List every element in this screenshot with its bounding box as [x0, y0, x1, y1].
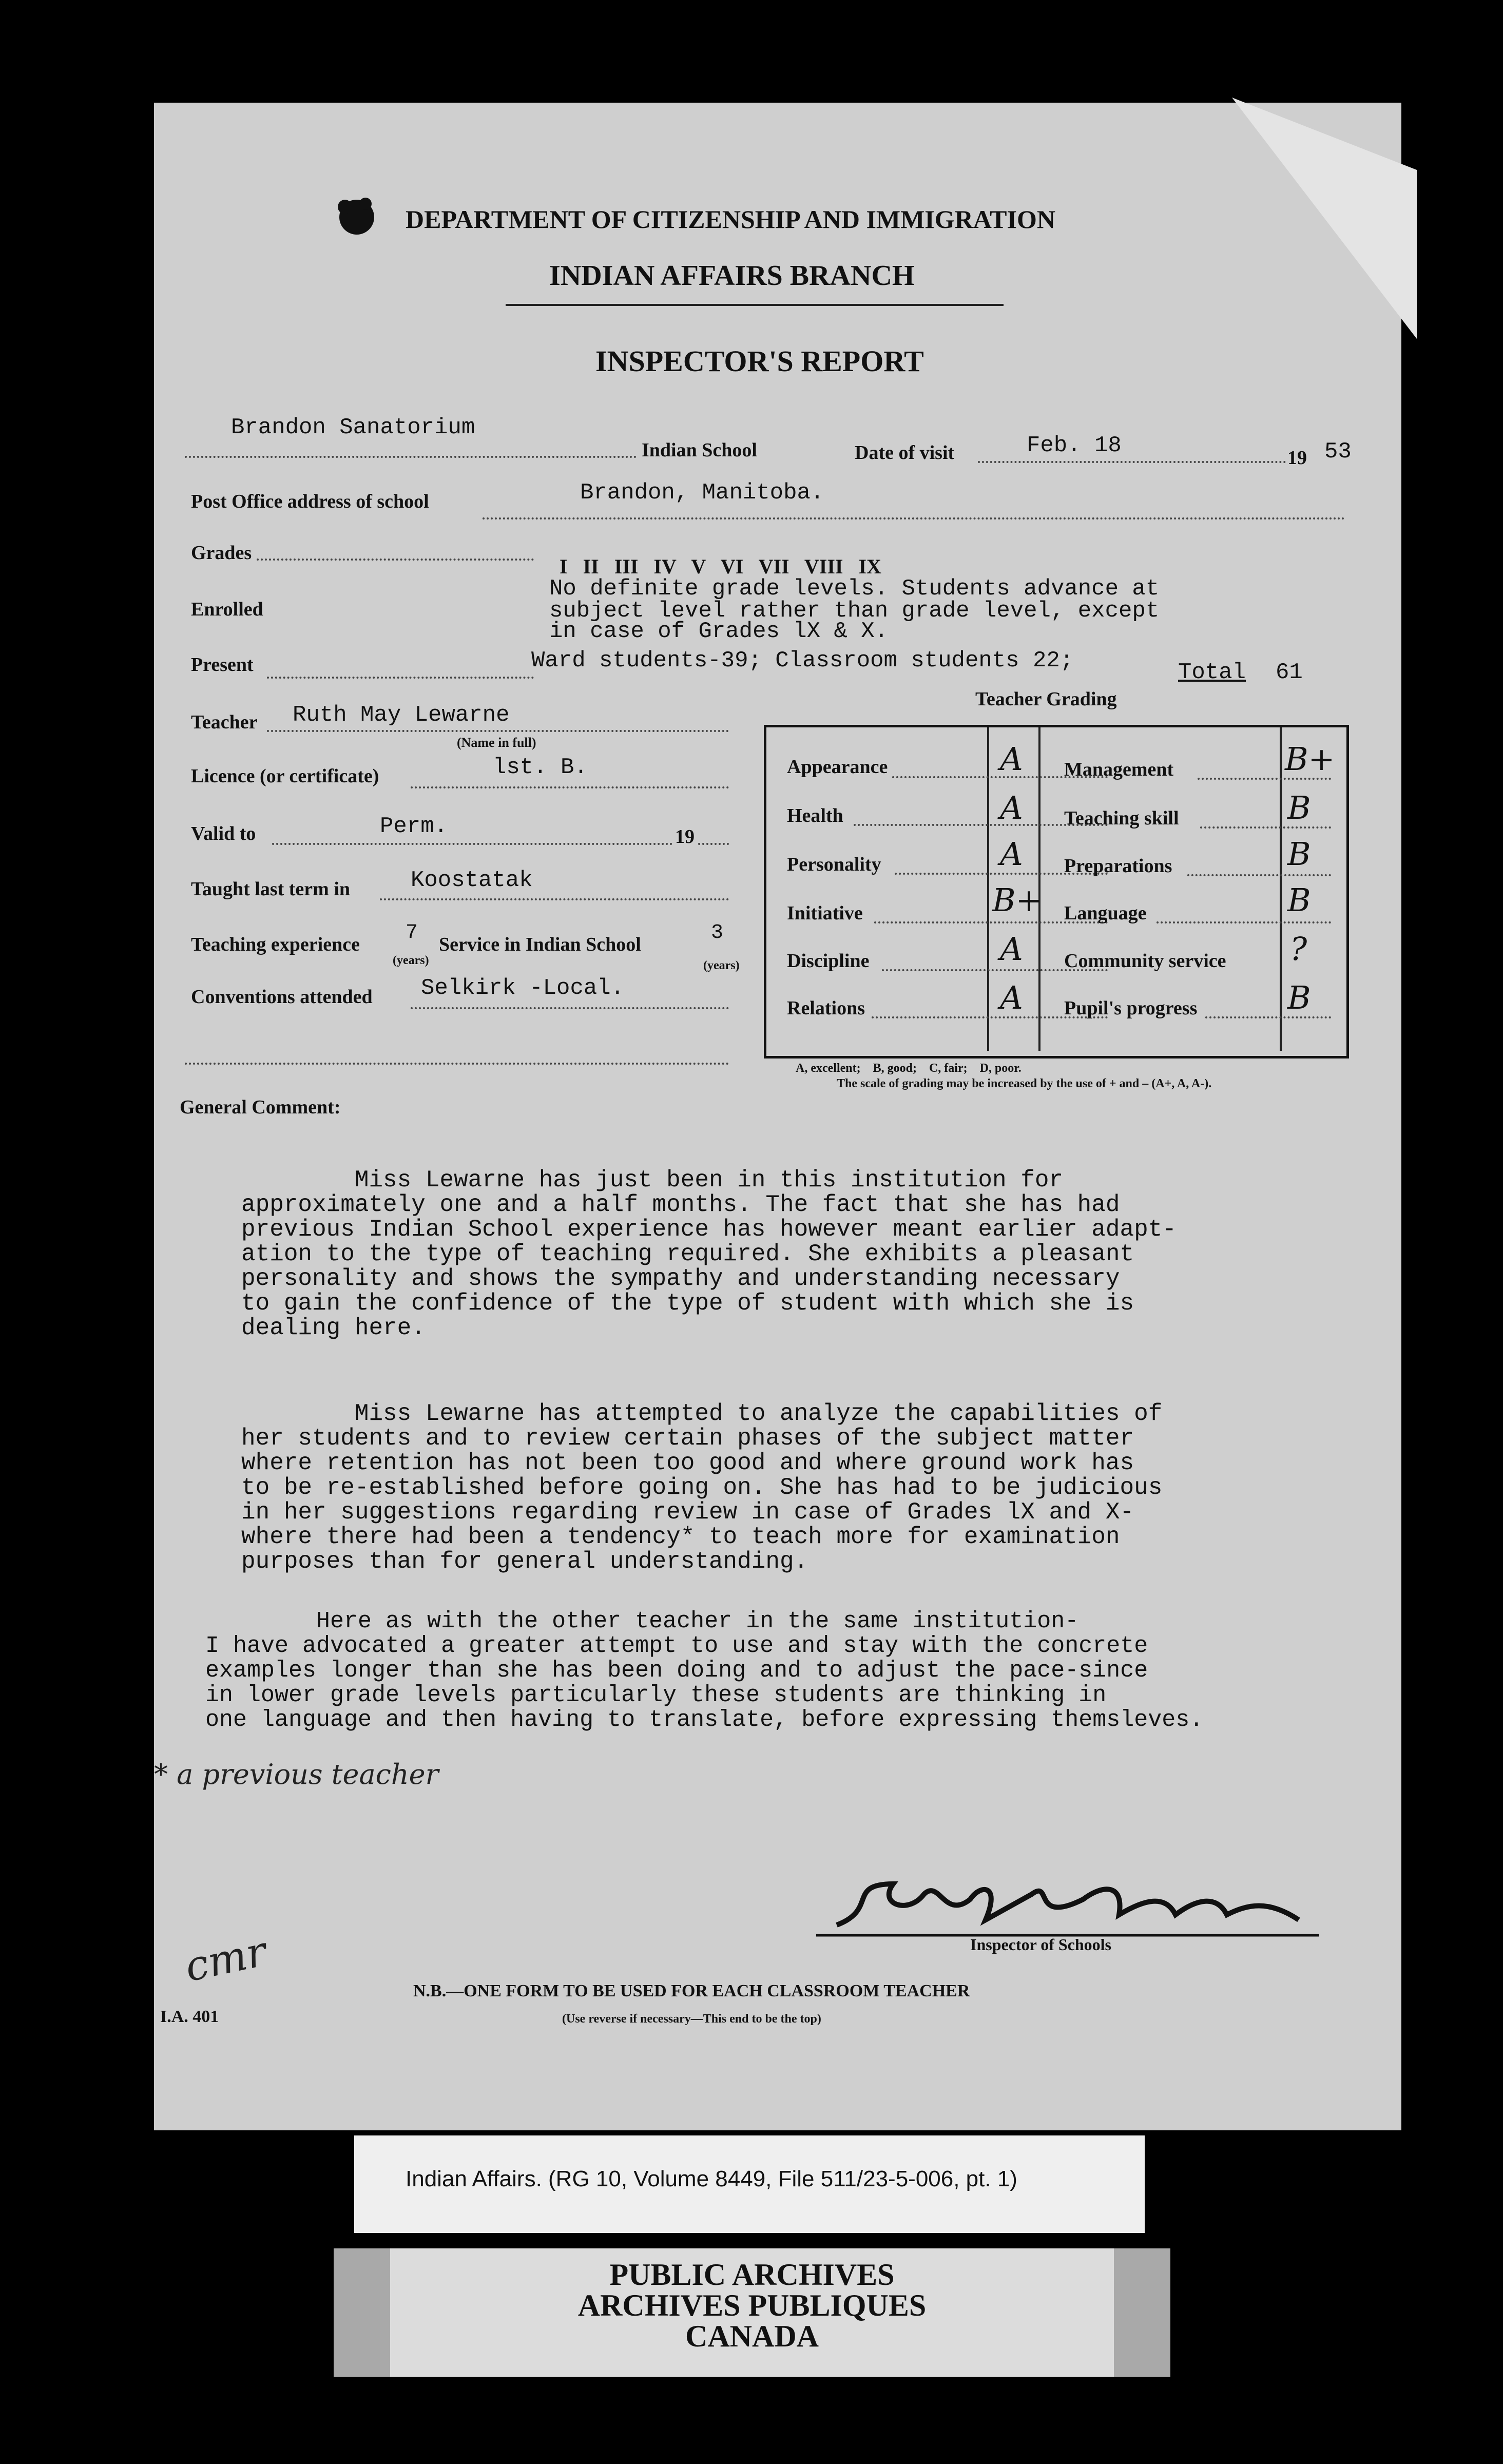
report-form [154, 103, 1401, 2130]
taught-last-label: Taught last term in [191, 878, 351, 900]
reverse-note: (Use reverse if necessary—This end to be the top) [562, 2012, 821, 2026]
form-id: I.A. 401 [160, 2007, 219, 2026]
margin-note: cmr [181, 1927, 271, 1991]
extra-line [185, 1063, 729, 1065]
nb-instruction: N.B.—ONE FORM TO BE USED FOR EACH CLASSROOM TEACHER [413, 1981, 970, 2000]
teacher-grading-table [764, 725, 1349, 1058]
conventions-value: Selkirk -Local. [421, 975, 625, 1001]
enrolled-label: Enrolled [191, 599, 263, 620]
grade-dots [1187, 874, 1331, 876]
comment-paragraph-1: Miss Lewarne has just been in this institution for approximately one and a half months. The fact that she has had previous Indian School experience has however meant earlier adapt- ation to the type of teaching required. She exhibits a pleasant personality and shows the sympathy and understanding necessary to gain the confidence of the type of student with which she is dealing here. [241, 1167, 1177, 1341]
grade-label-teaching-skill: Teaching skill [1064, 807, 1179, 829]
teacher-label: Teacher [191, 711, 258, 733]
grade-value-community-service: ? [1290, 930, 1307, 968]
grade-dots [1157, 921, 1331, 923]
grades-note-1: No definite grade levels. Students advance at [549, 576, 1160, 602]
experience-years-note: (years) [393, 954, 429, 967]
conventions-line [411, 1007, 729, 1009]
school-name-line [185, 456, 637, 458]
school-name: Brandon Sanatorium [231, 415, 475, 440]
grade-dots [1198, 778, 1331, 780]
grade-value-personality: A [1000, 835, 1023, 873]
total-label: Total [1178, 660, 1246, 685]
valid-to-value: Perm. [380, 814, 448, 839]
date-of-visit-label: Date of visit [855, 442, 955, 464]
teacher-line [267, 730, 729, 732]
grade-col-sep-3 [1280, 727, 1282, 1051]
grade-label-pupils-progress: Pupil's progress [1064, 997, 1198, 1019]
stamp-line-2: ARCHIVES PUBLIQUES [577, 2288, 927, 2322]
roman-grades: I II III IV V VI VII VIII IX [560, 555, 881, 578]
teacher-name: Ruth May Lewarne [293, 702, 510, 728]
grades-line [257, 559, 534, 561]
taught-last-value: Koostatak [411, 868, 533, 893]
valid-year-prefix: 19 [675, 826, 695, 848]
grade-value-preparations: B [1287, 835, 1311, 873]
grade-label-community-service: Community service [1064, 950, 1226, 972]
inspector-of-schools-label: Inspector of Schools [970, 1935, 1111, 1954]
licence-label: Licence (or certificate) [191, 765, 379, 787]
grade-label-management: Management [1064, 759, 1174, 780]
service-years-note: (years) [703, 959, 740, 972]
grade-label-discipline: Discipline [787, 950, 870, 972]
teacher-grading-title: Teacher Grading [975, 688, 1117, 710]
service-label: Service in Indian School [439, 934, 641, 955]
comment-paragraph-3: Here as with the other teacher in the same institution- I have advocated a greater attempt to use and stay with the concrete examples longer than she has been doing and to adjust the pace-since in lower grade levels particularly these students are thinking in one language and then having to translate, before expressing themsleves. [205, 1608, 1204, 1733]
handwritten-footnote: * a previous teacher [154, 1758, 439, 1791]
date-of-visit-value: Feb. 18 [1027, 433, 1122, 458]
grade-value-pupils-progress: B [1287, 979, 1311, 1016]
grade-label-personality: Personality [787, 854, 881, 875]
year-prefix: 19 [1287, 447, 1307, 469]
grade-dots [1200, 826, 1331, 829]
crest-blot-icon [334, 192, 380, 239]
grade-value-discipline: A [1000, 930, 1023, 968]
grade-label-appearance: Appearance [787, 756, 888, 778]
grade-value-language: B [1287, 881, 1311, 919]
valid-year-line [698, 843, 729, 845]
year-value: 53 [1324, 439, 1352, 465]
experience-label: Teaching experience [191, 934, 360, 955]
post-office-label: Post Office address of school [191, 491, 429, 512]
inspector-signature [816, 1863, 1329, 1940]
grading-scale-line-1: A, excellent; B, good; C, fair; D, poor. [796, 1062, 1022, 1075]
valid-to-label: Valid to [191, 823, 256, 844]
branch-heading: INDIAN AFFAIRS BRANCH [549, 260, 915, 292]
indian-school-label: Indian School [642, 439, 757, 461]
public-archives-stamp [334, 2248, 1170, 2377]
grade-value-appearance: A [1000, 740, 1023, 778]
report-title: INSPECTOR'S REPORT [595, 344, 924, 378]
grade-label-language: Language [1064, 902, 1147, 924]
service-value: 3 [711, 921, 724, 945]
present-value: Ward students-39; Classroom students 22; [531, 648, 1074, 673]
header-rule [506, 304, 1004, 306]
experience-value: 7 [406, 921, 418, 945]
comment-paragraph-2: Miss Lewarne has attempted to analyze the capabilities of her students and to review certain phases of the subject matter where retention has not been too good and where ground work has to be re-established before going on. She has had to be judicious in her suggestions regarding review in case of Grades lX and X- where there had been a tendency* to teach more for examination purposes than for general understanding. [241, 1400, 1163, 1575]
post-office-line [483, 517, 1345, 519]
name-in-full-note: (Name in full) [457, 735, 536, 750]
grade-label-health: Health [787, 805, 843, 826]
archive-citation: Indian Affairs. (RG 10, Volume 8449, File 511/23-5-006, pt. 1) [406, 2166, 1017, 2191]
general-comment-label: General Comment: [180, 1096, 341, 1118]
grade-label-preparations: Preparations [1064, 855, 1172, 877]
archive-citation-strip [354, 2135, 1145, 2233]
grade-value-teaching-skill: B [1287, 789, 1311, 826]
grades-note-3: in case of Grades lX & X. [549, 619, 889, 644]
grade-label-relations: Relations [787, 997, 865, 1019]
grades-note-2: subject level rather than grade level, except [549, 598, 1160, 624]
conventions-label: Conventions attended [191, 986, 373, 1008]
grading-scale-line-2: The scale of grading may be increased by the use of + and – (A+, A, A-). [837, 1077, 1212, 1090]
department-heading: DEPARTMENT OF CITIZENSHIP AND IMMIGRATION [406, 205, 1055, 234]
licence-line [411, 786, 729, 788]
taught-last-line [380, 898, 729, 900]
grade-dots [1205, 1016, 1331, 1018]
grades-label: Grades [191, 542, 252, 564]
total-value: 61 [1276, 660, 1303, 685]
present-label: Present [191, 654, 254, 676]
stamp-line-1: PUBLIC ARCHIVES [609, 2258, 895, 2292]
grade-value-management: B+ [1285, 740, 1335, 778]
grade-value-relations: A [1000, 979, 1023, 1016]
licence-value: lst. B. [493, 755, 588, 780]
grade-label-initiative: Initiative [787, 902, 863, 924]
stamp-line-3: CANADA [685, 2319, 819, 2353]
post-office-value: Brandon, Manitoba. [580, 480, 824, 506]
date-line [978, 461, 1286, 463]
valid-line [272, 843, 672, 845]
grade-value-initiative: B+ [992, 881, 1043, 919]
grade-value-health: A [1000, 789, 1023, 826]
present-line [267, 677, 534, 679]
